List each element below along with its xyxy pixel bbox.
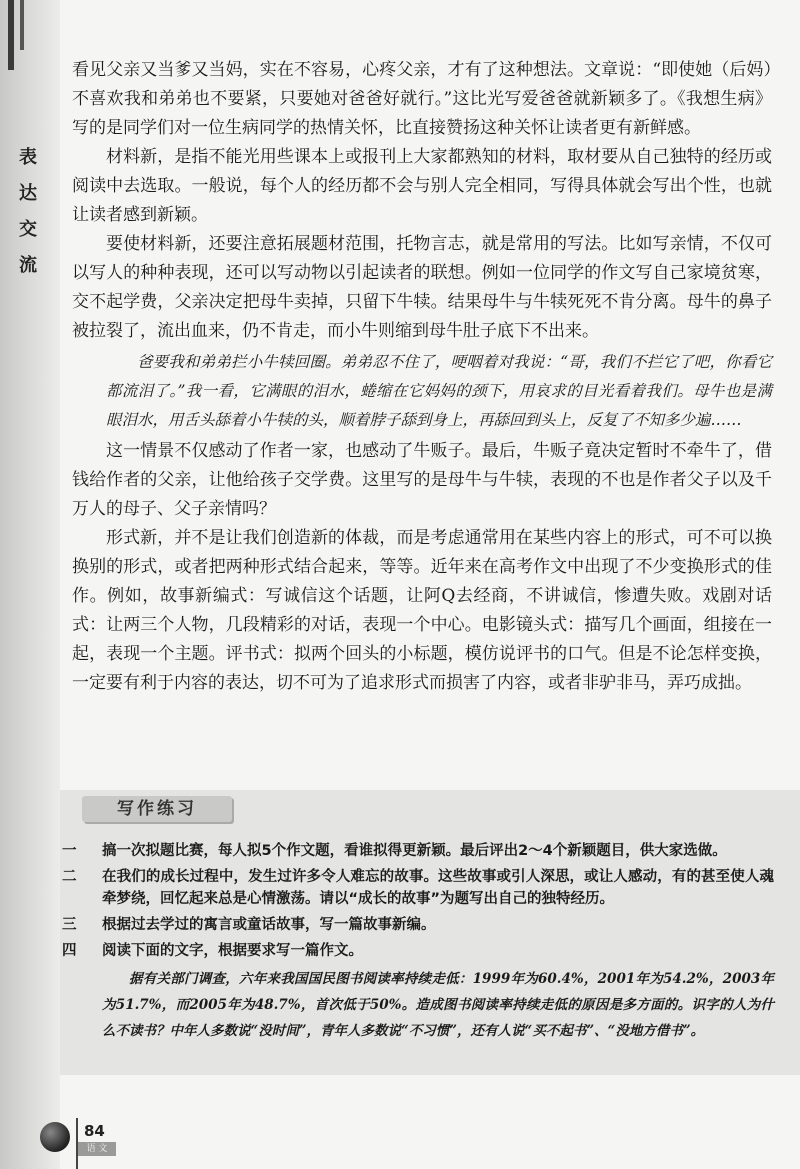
exercise-number: 二 xyxy=(62,869,77,885)
article-paragraph-4: 这一情景不仅感动了作者一家，也感动了牛贩子。最后，牛贩子竟决定暂时不牵牛了，借钱给作者的父亲，让他给孩子交学费。这里写的是母牛与牛犊，表现的不也是作者父子以及千万人的母子、父子亲情吗？ xyxy=(72,441,772,519)
subject-tag: 语 文 xyxy=(78,1142,116,1156)
exercise-number: 一 xyxy=(62,843,77,859)
side-label-char: 交 xyxy=(19,219,37,240)
article-paragraph-5: 形式新，并不是让我们创造新的体裁，而是考虑通常用在某些内容上的形式，可不可以换换别的形式，或者把两种形式结合起来，等等。近年来在高考作文中出现了不少变换形式的佳作。例如，故事新编式：写诚信这个话题，让阿Q去经商，不讲诚信，惨遭失败。戏剧对话式：让两三个人物，几段精彩的对话，表现一个中心。电影镜头式：描写几个画面，组接在一起，表现一个主题。评书式：拟两个回头的小标题，模仿说评书的口气。但是不论怎样变换，一定要有利于内容的表达，切不可为了追求形式而损害了内容，或者非驴非马，弄巧成拙。 xyxy=(72,528,772,693)
section-side-label xyxy=(14,140,42,284)
writing-practice-box xyxy=(60,790,800,1075)
exercise-list xyxy=(62,840,774,1044)
exercise-number: 三 xyxy=(62,917,77,933)
side-dark-bar-thin xyxy=(20,0,24,50)
exercise-item xyxy=(62,866,774,910)
exercise-reading-passage: 据有关部门调查，六年来我国国民图书阅读率持续走低：1999年为60.4%，2001年为54.2%，2003年为51.7%，而2005年为48.7%，首次低于50%。造成图书阅读率持续走低的原因是多方面的。识字的人为什么不读书？中年人多数说“没时间”，青年人多数说“不习惯”，还有人说“买不起书”、“没地方借书”。 xyxy=(102,971,774,1039)
side-dark-bar xyxy=(8,0,14,70)
exercise-number: 四 xyxy=(62,943,77,959)
article-paragraph-2: 材料新，是指不能光用些课本上或报刊上大家都熟知的材料，取材要从自己独特的经历或阅读中去选取。一般说，每个人的经历都不会与别人完全相同，写得具体就会写出个性，也就让读者感到新颖。 xyxy=(72,147,772,225)
side-label-char: 达 xyxy=(19,183,37,204)
exercise-text: 搞一次拟题比赛，每人拟5个作文题，看谁拟得更新颖。最后评出2～4个新颖题目，供大家选做。 xyxy=(102,843,727,859)
exercise-text: 阅读下面的文字，根据要求写一篇作文。 xyxy=(102,943,363,959)
page-number-ball-icon xyxy=(40,1122,70,1152)
exercise-text: 根据过去学过的寓言或童话故事，写一篇故事新编。 xyxy=(102,917,436,933)
article-quote: 爸要我和弟弟拦小牛犊回圈。弟弟忍不住了，哽咽着对我说：“哥，我们不拦它了吧，你看它都流泪了。”我一看，它满眼的泪水，蜷缩在它妈妈的颈下，用哀求的目光看着我们。母牛也是满眼泪水，用舌头舔着小牛犊的头，顺着脖子舔到身上，再舔回到头上，反复了不知多少遍…… xyxy=(106,353,772,429)
side-label-char: 流 xyxy=(19,255,37,276)
page-number: 84 xyxy=(84,1122,105,1140)
exercise-item xyxy=(62,840,774,862)
article-paragraph-1: 看见父亲又当爹又当妈，实在不容易，心疼父亲，才有了这种想法。文章说：“即使她（后妈）不喜欢我和弟弟也不要紧，只要她对爸爸好就行。”这比光写爱爸爸就新颖多了。《我想生病》写的是同学们对一位生病同学的热情关怀，比直接赞扬这种关怀让读者更有新鲜感。 xyxy=(72,60,772,138)
writing-practice-title: 写作练习 xyxy=(82,796,232,822)
exercise-text: 在我们的成长过程中，发生过许多令人难忘的故事。这些故事或引人深思，或让人感动，有的甚至使人魂牵梦绕，回忆起来总是心情激荡。请以“成长的故事”为题写出自己的独特经历。 xyxy=(102,869,774,907)
article-body xyxy=(72,56,772,698)
side-label-char: 表 xyxy=(19,147,37,168)
side-decoration-band xyxy=(0,0,60,1169)
article-paragraph-3: 要使材料新，还要注意拓展题材范围，托物言志，就是常用的写法。比如写亲情，不仅可以写人的种种表现，还可以写动物以引起读者的联想。例如一位同学的作文写自己家境贫寒，交不起学费，父亲决定把母牛卖掉，只留下牛犊。结果母牛与牛犊死死不肯分离。母牛的鼻子被拉裂了，流出血来，仍不肯走，而小牛则缩到母牛肚子底下不出来。 xyxy=(72,234,772,341)
exercise-item xyxy=(62,940,774,962)
exercise-item xyxy=(62,914,774,936)
